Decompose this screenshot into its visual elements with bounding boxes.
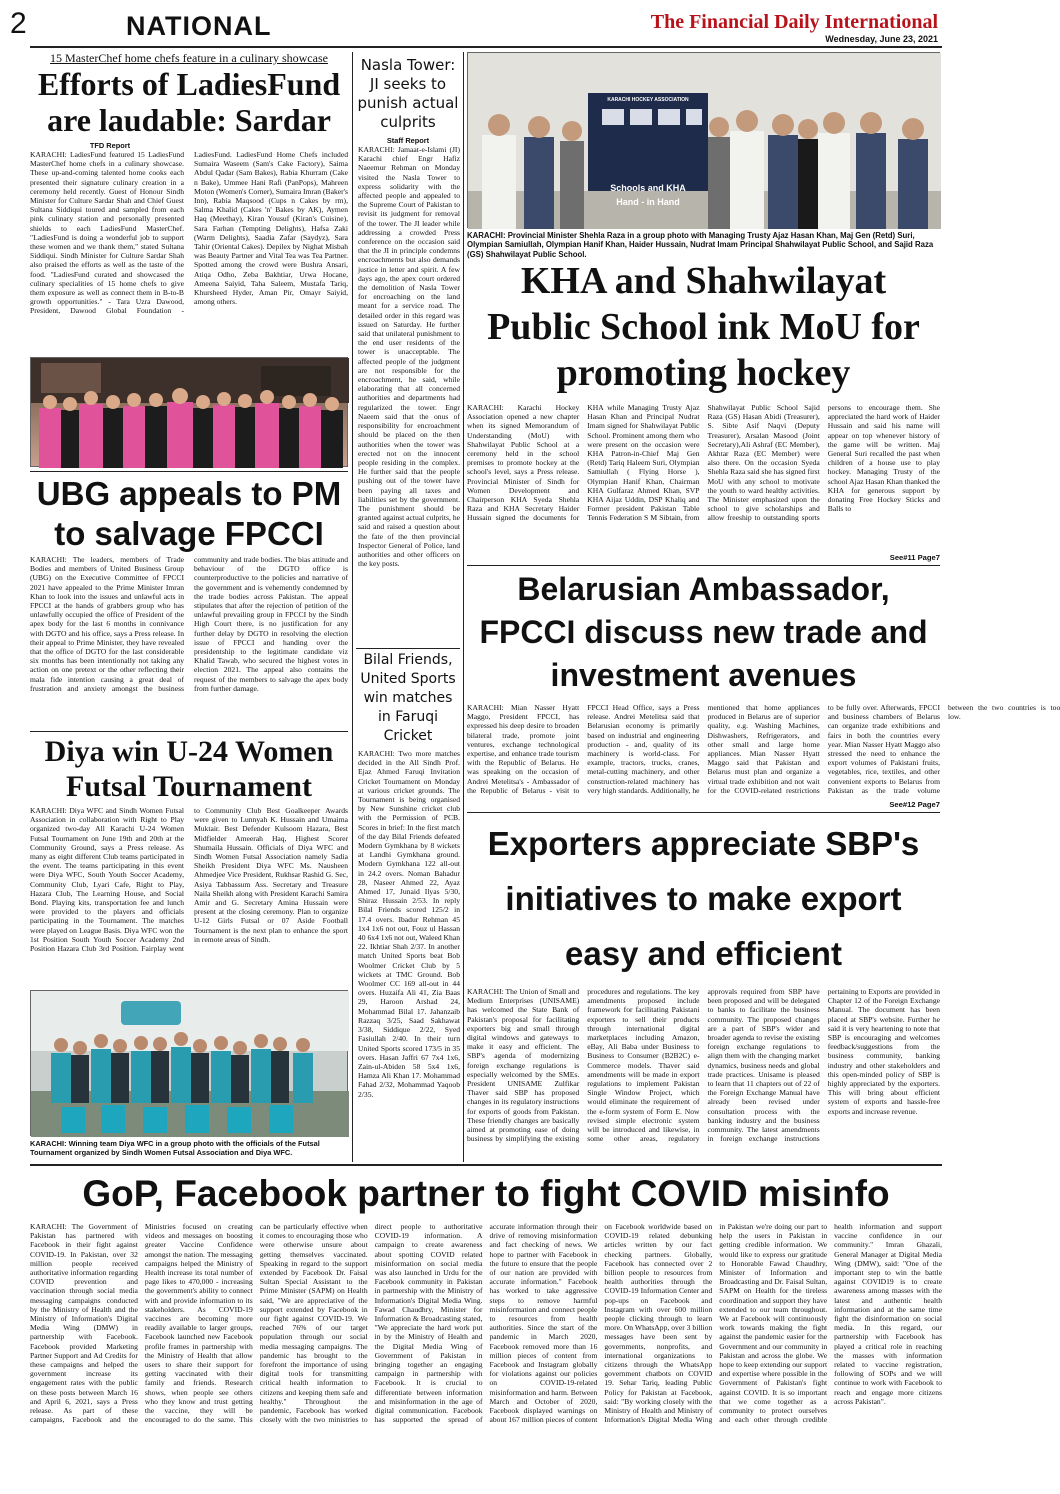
divider xyxy=(30,731,348,732)
divider xyxy=(30,1164,942,1166)
bilal-headline: Bilal Friends, United Sports win matches in Faruqi Cricket xyxy=(360,652,456,744)
nasla-headline: Nasla Tower: JI seeks to punish actual culprits xyxy=(357,56,459,131)
exporters-body: KARACHI: The Union of Small and Medium Enterprises (UNISAME) has welcomed the State Bank of Pakistan's proposal for facilitating exporters big and small through digital windows and gateways to make it easy and efficient. The SBP's agenda of modernizing foreign exchange regulations is especially welcomed by the SMEs. President UNISAME Zulfikar Thaver said SBP has proposed changes in its regulatory instructions for exports of goods from Pakistan. These friendly changes are basically aimed at promoting ease of doing business by simplifying the existing procedures and regulations. The key amendments proposed include framework for facilitating Pakistani exporters to sell their products through international digital marketplaces including Amazon, eBay, Ali Baba under Business to Business to Consumer (B2B2C) e-Commerce models. Thaver said amendments will be made in export regulations to implement Pakistan Single Window Project, which would eliminate the requirement of the e-form system of Form E. Now revised simple electronic system will be introduced and likewise, in some other areas, regulatory approvals required from SBP have been proposed and will be delegated to banks to facilitate the business community. The proposed changes are a part of SBP's wider and broader agenda to revise the existing foreign exchange regulations to align them with the changing market dynamics, business needs and global trade practices. Unisame is pleased to learn that 11 chapters out of 22 of the Foreign Exchange Manual have already been revised under consultation process with the banking industry and the business community. The latest amendments in foreign exchange instructions pertaining to Exports are provided in Chapter 12 of the Foreign Exchange Manual. The document has been placed at SBP's website. Further he said it is very heartening to note that SBP is encouraging and welcomes feedback/suggestions from the business community, banking industry and other stakeholders and this open-minded policy of SBP is highly appreciated by the exporters. This will bring about efficient system of exports and hassle-free exports and increase revenue. xyxy=(467,987,940,1144)
gop-body: KARACHI: The Government of Pakistan has partnered with Facebook in their fight against COVID-19. In Pakistan, over 32 million people received authoritative information regarding COVID prevention and vaccination through social media messaging campaigns conducted by the Ministry of Health and the Ministry of Information's Digital Media Wing (DMW) in partnership with Facebook. Facebook provided Marketing Partner Support and Ad Credits for these campaigns and helped the government increase its engagement rates with the public on these posts between March 16 and April 6, 2021, says a Press release. As part of these campaigns, Facebook and the Ministries focused on creating videos and messages on boosting greater Vaccine Confidence amongst the nation. The messaging campaigns helped the Ministry of Health increase its total number of page likes to 470,000 - increasing the government's ability to connect with and provide information to its stakeholders. As COVID-19 vaccines are becoming more readily available to larger groups, Facebook launched new Facebook profile frames in partnership with the Ministry of Health that allow users to share their support for getting vaccinated with their family and friends. Research shows, when people see others who they know and trust getting the vaccine, they will be encouraged to do the same. This can be particularly effective when it comes to encouraging those who were otherwise unsure about getting themselves vaccinated. Speaking in regard to the support extended by Facebook Dr. Faisal Sultan Special Assistant to the Prime Minister (SAPM) on Health said, "We are appreciative of the support extended by Facebook in our fight against COVID-19. We reached 76% of our target population through our social media messaging campaigns. The pandemic has brought to the forefront the importance of using digital tools for transmitting critical health information to citizens and keeping them safe and healthy." Throughout the pandemic, Facebook has worked closely with the two ministries to direct people to authoritative COVID-19 information. A campaign to create awareness about spotting COVID related misinformation on social media was also launched in Urdu for the Facebook community in Pakistan in partnership with the Ministry of Information's Digital Media Wing. Fawad Chaudhry, Minister for Information & Broadcasting stated, "We appreciate the hard work put in by the Ministry of Health and the Digital Media Wing of Government of Pakistan in bringing together an engaging campaign in partnership with Facebook. It is crucial to differentiate between information and misinformation in the age of digital communication. Facebook has supported the spread of accurate information through their drive of removing misinformation and fact checking of news. We hope to partner with Facebook in the future to ensure that the people of our nation are provided with accurate information." Facebook has worked to take aggressive steps to remove harmful misinformation and connect people to resources from health authorities. Since the start of the pandemic in March 2020, Facebook removed more than 16 million pieces of content from Facebook and Instagram globally for violations against our policies on COVID-19-related misinformation and harm. Between March and October of 2020, Facebook displayed warnings on about 167 million pieces of content on Facebook worldwide based on COVID-19 related debunking articles written by our fact checking partners. Globally, Facebook has connected over 2 billion people to resources from health authorities through the COVID-19 Information Center and pop-ups on Facebook and Instagram with over 600 million people clicking through to learn more. On WhatsApp, over 3 billion messages have been sent by governments, nonprofits, and international organizations to citizens through the WhatsApp government chatbots on COVID 19. Sehar Tariq, leading Public Policy for Pakistan at Facebook, said: "By working closely with the Ministry of Health and Ministry of Information's Digital Media Wing in Pakistan we're doing our part to help the users in Pakistan in getting credible information. We would like to express our gratitude to Honorable Fawad Chaudhry, Minister of Information and Broadcasting and Dr. Faisal Sultan, SAPM on Health for the tireless coordination and support they have extended to our team throughout. We at Facebook will continuously work towards making the fight against the pandemic easier for the Government and our community in Pakistan and across the globe. We hope to keep extending our support and expertise where possible in the Government of Pakistan's fight against COVID. It is so important that we come together as a community to protect ourselves and each other through credible health information and support vaccine confidence in our community." Imran Ghazali, General Manager at Digital Media Wing (DMW), said: "One of the important step to win the battle against COVID19 is to create awareness among masses with the latest and authentic health information and at the same time fight the disinformation on social media. In this regard, our partnership with Facebook has played a critical role in reaching the masses with information related to vaccine registration, following of SOPs and we will continue to work with Facebook to reach and engage more citizens across Pakistan". xyxy=(30,1222,942,1425)
section-title: NATIONAL xyxy=(126,11,272,41)
belarus-headline: Belarusian Ambassador, FPCCI discuss new trade and investment avenues xyxy=(479,571,928,693)
divider xyxy=(30,471,348,472)
ladiesfund-body: KARACHI: LadiesFund featured 15 LadiesFund MasterChef home chefs in a culinary showcase. These up-and-coming talented home cooks each presented their signature culinary creation in a ceremony held recently. Guest of Honour Sindh Minister for Culture Sardar Shah and Chief Guest Sultana Siddiqui toured and sampled from each pink culinary station and personally presented shields to each LadiesFund MasterChef. "LadiesFund is doing a wonderful job to support these women and we thank them," stated Sultana Siddiqui. Sindh Minister for Culture Sardar Shah also praised the efforts as well as the taste of the food. "LadiesFund curated and showcased the culinary specialities of 15 home chefs to give them exposure as well as connect them in B-to-B growth opportunities." - Tara Uzra Dawood, President, Dawood Global Foundation - LadiesFund. LadiesFund Home Chefs included Sumaira Waseem (Sam's Cake Factory), Saima Abdul Qadar (Sam Bakes), Rabia Khurram (Cake n Bake), Ummee Hani Rafi (PanPops), Mahreen Moton (Women's Corner), Sumaira Imran (Baker's Inn), Rabia Maqsood (Cups n Cakes by rm), Salma Khalid (Cakes 'n' Bakes by AK), Aymen Haq (Meethay), Kiran Yousuf (Kiran's Cuisine), Sara Farhan (Tempting Delights), Hafsa Zaki (Warm Delights), Saadia Zafar (Saydyz), Sara Tahir (Oriental Cakes). Depilex by Nighat Misbah was Beauty Partner and Vital Tea was Tea Partner. Spotted among the crowd were Bushra Ansari, Atiqa Odho, Zeba Bakhtiar, Urwa Hocane, Ameena Saiyid, Taha Saleem, Mustafa Tariq, Khursheed Hyder, Aman Pir, Omayr Saiyid, among others. xyxy=(30,150,348,316)
divider xyxy=(467,565,940,566)
ladiesfund-headline: Efforts of LadiesFund are laudable: Sardar xyxy=(37,66,341,138)
nasla-body: KARACHI: Jamaat-e-Islami (JI) Karachi chief Engr Hafiz Naeemur Rehman on Monday visited the Nasla Tower to express solidarity with the affected people and appealed to the Supreme Court of Pakistan to revisit its judgment for removal of the tower. The JI leader while addressing a crowded Press conference on the occasion said that the JI in principle condemns encroachments but also demands justice in letter and spirit. A few days ago, the apex court ordered the demolition of Nasla Tower for encroaching on the land meant for a service road. The detailed order in this regard was issued on Saturday. He further said that unilateral punishment to the end user residents of the tower is unacceptable. The affected people of the judgment are not responsible for the encroachment, he said, while elaborating that all concerned authorities and departments had regularized the tower. Engr Naeem said that the onus of responsibility for encroachment should be placed on the then authorities when the tower was erected not on the innocent people residing in the complex. He further said that the people pushing out of the tower have been paying all taxes and liabilities set by the government. The punishment should be granted against actual culprits, he said and raised a question about the fate of the then provincial Inspector General of Police, land authorities and other officers on the key posts. xyxy=(358,145,460,569)
kha-banner-title: KARACHI HOCKEY ASSOCIATION xyxy=(607,97,689,103)
diya-body: KARACHI: Diya WFC and Sindh Women Futsal Association in collaboration with Right to Play organized two-day All Karachi U-24 Women Futsal Tournament on June 19th and 20th at the Community Ground, says a Press release. As many as eight different Club teams participated in the event. The teams participating in this event were Diya WFC, South Youth Soccer Academy, Community Club, Lyari Cafe, Right to Play, Hazara Club, The Learning House, and Social Bond. Playing kits, transportation fee and lunch were provided to the players and officials participating in the Tournament. The matches were played on League Basis. Diya WFC won the 1st Position South Youth Soccer Academy 2nd Position Hazara Club 3rd Position. Fairplay went to Community Club Best Goalkeeper Awards were given to Lunnyah K. Hussain and Umaima Muktair. Best Defender Kulsoom Hazara, Best Midfielder Ameerah Haq, Highest Scorer Shumaila Hussain. Officials of Diya WFC and Sindh Women Futsal Association namely Sadia Sheikh President Diya WFC Ms. Nausheen Ahmedjee Vice President, Rukhsar Rashid G. Sec, Asiya Tabbassum Ass. Secretary and Treasure Naila Sheikh along with President Karachi Samira Amir and G. Secretary Amina Hussain were present at the closing ceremony. Plan to organize U-12 Girls Futsal or 07 Aside Football Tournament is the next plan to enhance the sport in remote areas of Sindh. xyxy=(30,806,348,954)
issue-date: Wednesday, June 23, 2021 xyxy=(825,34,938,44)
gop-headline: GoP, Facebook partner to fight COVID misinfo xyxy=(82,1173,890,1214)
diya-photo-caption: KARACHI: Winning team Diya WFC in a group photo with the officials of the Futsal Tournament organized by Sindh Women Futsal Association and Diya WFC. xyxy=(30,1139,320,1157)
exporters-headline: Exporters appreciate SBP's initiatives to make export easy and efficient xyxy=(487,825,920,972)
divider xyxy=(356,648,460,649)
masthead-rule xyxy=(30,46,942,48)
paper-name: The Financial Daily International xyxy=(650,11,938,33)
kha-continued: See#11 Page7 xyxy=(889,553,940,562)
kha-banner-line: Hand - in Hand xyxy=(616,197,680,207)
ubg-body: KARACHI: The leaders, members of Trade Bodies and members of United Business Group (UBG) on the Executive Committee of FPCCI 2021 have appealed to the Prime Minister Imran Khan to look into the issues and unlawful acts in FPCCI at the hands of grabbers group who has unlawfully occupied the office of President of the apex body for the last 6 months in connivance with DGTO and his office, says a Press release. In their appeal to Prime Minister, they have revealed that the office of DGTO for the last considerable six months has been intentionally not taking any action on one pretext or the other reflecting their mala fide intention causing a great deal of frustration and anxiety amongst the business community and trade bodies. The bias attitude and behaviour of the DGTO office is counterproductive to the policies and narrative of the government and is vehemently condemned by the trade bodies across Pakistan. The appeal stipulates that after the rejection of petition of the unlawful prevailing group in FPCCI by the Sindh High Court there, is no justification for any further delay by DGTO in resolving the election issue of FPCCI and handing over the presidentship to the legitimate candidate viz Khalid Tawab, who secured the highest votes in election 2021. The appeal also contains the request of the members to salvage the apex body from further damage. xyxy=(30,555,348,693)
belarus-body: KARACHI: Mian Nasser Hyatt Maggo, President FPCCI, has expressed his deep desire to broaden bilateral trade, promote joint ventures, exchange technological expertise, and enhance trade tourism with the Republic of Belarus. He was speaking on the occasion of Andrei Metelitsa's - Ambassador of the Republic of Belarus - visit to FPCCI Head Office, says a Press release. Andrei Metelitsa said that Belarusian economy is primarily based on industrial and engineering production - and, quality of its machinery is world-class. For example, tractors, trucks, cranes, metal-cutting machinery, and other construction-related machinery has very high standards. Additionally, he mentioned that home appliances produced in Belarus are of superior quality, e.g. Washing Machines, Dishwashers, Refrigerators, and other small and large home appliances. Mian Nasser Hyatt Maggo said that Pakistan and Belarus must plan and organize a virtual trade exhibition and not wait for the COVID-related restrictions to be fully over. Afterwards, FPCCI and business chambers of Belarus can organize trade exhibitions and fairs in both the countries every year. Mian Nasser Hyatt Maggo also stressed the need to enhance the export volumes of Pakistani fruits, vegetables, rice, textiles, and other convenient exports to Belarus from Pakistan as the trade volume between the two countries is too low. xyxy=(467,703,1060,795)
divider xyxy=(467,812,940,813)
kha-mou-photo xyxy=(467,52,940,228)
ladiesfund-kicker: 15 MasterChef home chefs feature in a culinary showcase xyxy=(50,51,328,65)
ladiesfund-photo xyxy=(30,357,348,467)
kha-photo-caption: KARACHI: Provincial Minister Shehla Raza in a group photo with Managing Trusty Ajaz Hasan Khan, Maj Gen (Retd) Suri, Olympian Samiullah, Olympian Hanif Khan, Haider Hussain, Nudrat Imam Principal Shahwilayat Public School, and Sajid Raza (GS) Shahwilayat Public School. xyxy=(467,231,934,259)
column-rule xyxy=(463,52,464,1162)
nasla-byline: Staff Report xyxy=(386,136,430,145)
belarus-continued: See#12 Page7 xyxy=(889,800,940,809)
diya-headline: Diya win U-24 Women Futsal Tournament xyxy=(44,735,334,803)
kha-group-illustration xyxy=(468,53,941,229)
column-rule xyxy=(352,52,353,1162)
diya-team-photo xyxy=(30,990,348,1136)
ubg-headline: UBG appeals to PM to salvage FPCCI xyxy=(36,475,342,552)
page-number: 2 xyxy=(10,7,27,40)
bilal-body: KARACHI: Two more matches decided in the All Sindh Prof. Ejaz Ahmed Faruqi Invitation Cricket Tournament on Monday at various cricket grounds. The Tournament is being organised by New Sunshine cricket club with the Permission of PCB. Scores in brief: In the first match of the day Bilal Friends defeated Modern Gymkhana by 8 wickets at Landhi Gymkhana ground. Modern Gymkhana 122 all-out in 24.2 overs. Noman Bahadur 28, Naseer Ahmed 22, Ayaz Ahmed 17, Junaid Ilyas 5/30, Shiraz Hussain 2/53. In reply Bilal Friends scored 125/2 in 17.4 overs. Ibadur Rehman 45 1x4 1x6 not out, Fouz ul Hassan 40 6x4 1x6 not out, Waleed Khan 22. Ikhtiar Shah 2/37. In another match United Sports beat Bob Woolmer Cricket Club by 5 wickets at TMC Ground. Bob Woolmer CC 169 all-out in 44 overs. Huzaifa Ali 41, Zia Baas 29, Haroon Arshad 24, Mohammad Bilal 17. Jahanzaib Razzaq 3/25, Saad Sakhawat 3/38, Siddique 2/22, Syed Fasiullah 2/40. In their turn United Sports scored 173/5 in 35 overs. Hasan Jaffri 67 7x4 1x6, Zain-ul-Abiden 58 5x4 1x6, Hamza Ali Khan 17. Mohammad Fahad 2/32, Mohammad Yaqoob 2/35. xyxy=(358,749,460,1099)
diya-team-illustration xyxy=(31,991,349,1137)
ladiesfund-group-illustration xyxy=(31,358,349,468)
ladiesfund-byline: TFD Report xyxy=(89,141,131,150)
kha-headline: KHA and Shahwilayat Public School ink MoU for promoting hockey xyxy=(487,260,920,394)
kha-banner-line: Schools and KHA xyxy=(610,183,686,193)
kha-body: KARACHI: Karachi Hockey Association opened a new chapter when its signed Memorandum of Understanding (MoU) with Shahwilayat Public School at a ceremony held in the school premises to promote hockey at the school's level, says a Press release. Provincial Minister of Sindh for Women Development and Chairperson KHA Syeda Shehla Raza and KHA Secretary Haider Hussain signed the documents for KHA while Managing Trusty Ajaz Hasan Khan and Principal Nudrat Imam signed for Shahwilayat Public School. Prominent among them who were present on the occasion were KHA Patron-in-Chief Maj Gen (Retd) Tariq Haleem Suri, Olympian Samiullah ( Flying Horse ), Olympian Hanif Khan, Chairman KHA Gulfaraz Ahmed Khan, SVP KHA Aijaz Uddin, DSP Khaliq and Former president Pakistan Table Tennis Federation S M Sibtain, from Shahwilayat Public School Sajid Raza (GS) Hasan Abidi (Treasurer), S. Sibte Asif Naqvi (Deputy Treasurer), Arsalan Masood (Joint Secretary),Ali Ashraf (EC Member), Akhtar Raza (EC Member) were also there. On the occasion Syeda Shehla Raza said she has signed first MoU with any school to motivate the youth to ward healthy activities. The Minister emphasized upon the school to give scholarships and allow freeship to outstanding sports persons to encourage them. She appreciated the hard work of Haider Hussain and said his name will appear on top whenever history of the game will be written. Maj General Suri recalled the past when children of a house use to play hockey. Managing Trusty of the school Ajaz Hasan Khan thanked the KHA for generous support by donating Free Hockey Sticks and Balls to xyxy=(467,403,940,523)
